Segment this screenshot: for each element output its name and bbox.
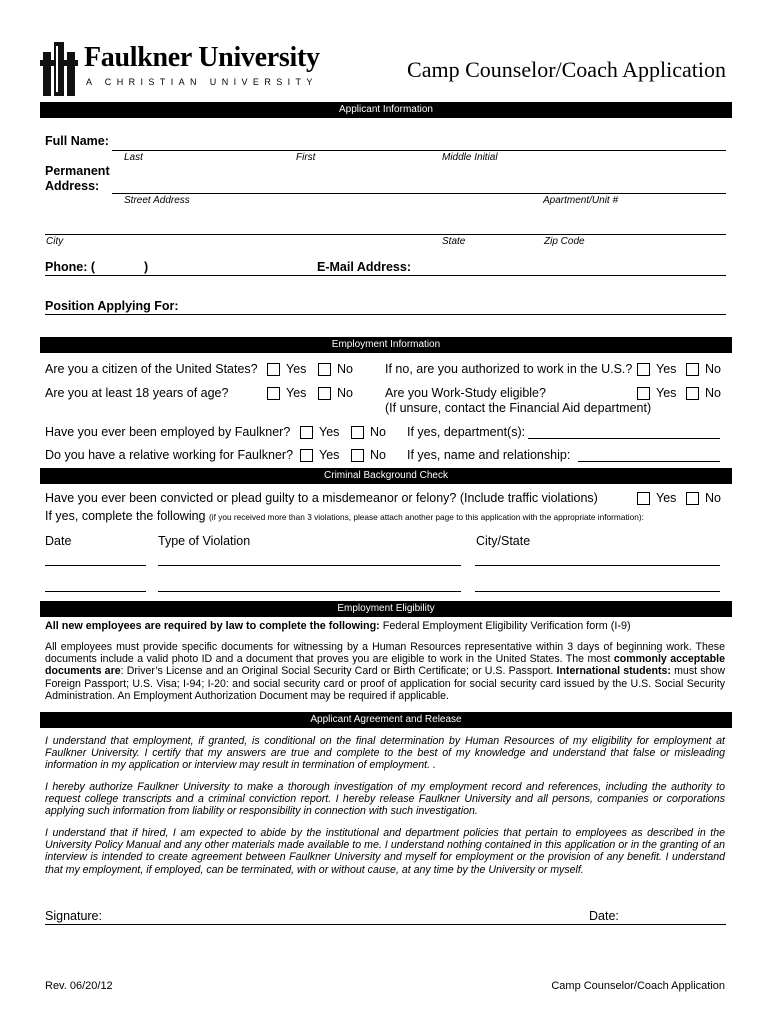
last-name-caption: Last — [124, 152, 143, 163]
middle-initial-caption: Middle Initial — [442, 152, 498, 163]
section-applicant-agreement: Applicant Agreement and Release — [40, 712, 732, 728]
logo-tagline: A CHRISTIAN UNIVERSITY — [86, 77, 318, 87]
eligibility-body-2: : Driver’s License and an Original Social Security Card or Birth Certificate; or U.S. Passport. — [120, 665, 554, 678]
authorized-yes-label: Yes — [656, 362, 677, 376]
relationship-label: If yes, name and relationship: — [407, 448, 571, 462]
authorized-no-label: No — [705, 362, 721, 376]
section-employment-information: Employment Information — [40, 337, 732, 353]
violation-city-field-2[interactable] — [475, 591, 720, 592]
employed-no-label: No — [370, 425, 386, 439]
citizen-yes-checkbox[interactable] — [267, 363, 280, 376]
violation-type-header: Type of Violation — [158, 534, 251, 548]
violation-city-header: City/State — [476, 534, 531, 548]
relationship-field[interactable] — [578, 461, 720, 462]
address-label: Address: — [45, 179, 100, 193]
relative-question: Do you have a relative working for Faulkner? — [45, 448, 294, 462]
eligibility-body-bold-2: International students: — [556, 665, 671, 678]
complete-following-note: (if you received more than 3 violations, please attach another page to this application with the appropriate information): — [208, 512, 644, 522]
workstudy-yes-checkbox[interactable] — [637, 387, 650, 400]
conviction-question: Have you ever been convicted or plead guilty to a misdemeanor or felony? (Include traffic violations) — [45, 491, 598, 505]
eligibility-lead — [45, 620, 631, 632]
position-field[interactable] — [45, 314, 726, 315]
conviction-yes-label: Yes — [656, 491, 677, 505]
phone-label: Phone: ( — [45, 260, 95, 274]
citizen-no-label: No — [337, 362, 353, 376]
eligibility-body — [45, 641, 725, 702]
section-applicant-information: Applicant Information — [40, 102, 732, 118]
eligibility-lead-rest: Federal Employment Eligibility Verification form (I-9) — [382, 620, 631, 632]
eligibility-lead-bold: All new employees are required by law to complete the following: — [45, 620, 380, 632]
signature-label: Signature: — [45, 909, 102, 923]
violation-type-field-1[interactable] — [158, 565, 461, 566]
footer-form-name: Camp Counselor/Coach Application — [551, 980, 725, 992]
page-title: Camp Counselor/Coach Application — [407, 57, 726, 82]
city-caption: City — [46, 236, 64, 247]
state-caption: State — [442, 236, 466, 247]
age-yes-label: Yes — [286, 386, 307, 400]
relative-yes-label: Yes — [319, 448, 340, 462]
department-field[interactable] — [528, 438, 720, 439]
eligibility-body-bold-1: commonly acceptable documents are — [45, 653, 725, 678]
phone-close-paren: ) — [144, 260, 149, 274]
violation-date-field-1[interactable] — [45, 565, 146, 566]
permanent-label: Permanent — [45, 164, 110, 178]
employed-yes-label: Yes — [319, 425, 340, 439]
street-address-field[interactable] — [112, 193, 726, 194]
relative-no-label: No — [370, 448, 386, 462]
workstudy-question: Are you Work-Study eligible? — [385, 386, 546, 400]
section-criminal-background: Criminal Background Check — [40, 468, 732, 484]
employed-question: Have you ever been employed by Faulkner? — [45, 425, 291, 439]
agreement-paragraph-2: I hereby authorize Faulkner University to make a thorough investigation of my employment record and references, including the authority to request college transcripts and a criminal conviction report. I hereby release Faulkner University and all persons, companies or corporations applying such information from liability or responsibility in connection with such investigation. — [45, 781, 725, 818]
violation-type-field-2[interactable] — [158, 591, 461, 592]
authorized-question: If no, are you authorized to work in the U.S.? — [385, 362, 633, 376]
age-yes-checkbox[interactable] — [267, 387, 280, 400]
section-employment-eligibility: Employment Eligibility — [40, 601, 732, 617]
employed-yes-checkbox[interactable] — [300, 426, 313, 439]
conviction-yes-checkbox[interactable] — [637, 492, 650, 505]
citizen-no-checkbox[interactable] — [318, 363, 331, 376]
zip-caption: Zip Code — [544, 236, 585, 247]
eligibility-body-3: must show Foreign Passport; U.S. Visa; I-94; I-20: and social security card or proof of application for social security card issued by the U.S. Social Security Administration. An Employment Authorization Document may be required if applicable. — [45, 665, 725, 702]
agreement-paragraph-1: I understand that employment, if granted, is conditional on the final determination by Human Resources of my eligibility for employment at Faulkner University. I certify that my answers are true and complete to the best of my knowledge and understand that false or misleading information in my application or interview may result in termination of employment. . — [45, 735, 725, 772]
workstudy-yes-label: Yes — [656, 386, 677, 400]
logo-name: Faulkner University — [84, 42, 320, 73]
violation-date-field-2[interactable] — [45, 591, 146, 592]
position-label: Position Applying For: — [45, 299, 179, 313]
conviction-no-checkbox[interactable] — [686, 492, 699, 505]
first-name-caption: First — [296, 152, 316, 163]
revision-date: Rev. 06/20/12 — [45, 980, 113, 992]
department-label: If yes, department(s): — [407, 425, 526, 439]
signature-date-field[interactable] — [45, 924, 726, 925]
employed-no-checkbox[interactable] — [351, 426, 364, 439]
citizen-yes-label: Yes — [286, 362, 307, 376]
age-no-checkbox[interactable] — [318, 387, 331, 400]
full-name-field[interactable] — [112, 150, 726, 151]
relative-no-checkbox[interactable] — [351, 449, 364, 462]
citizen-question: Are you a citizen of the United States? — [45, 362, 258, 376]
conviction-no-label: No — [705, 491, 721, 505]
university-logo-icon — [40, 40, 80, 98]
workstudy-note: (If unsure, contact the Financial Aid department) — [385, 401, 652, 415]
authorized-yes-checkbox[interactable] — [637, 363, 650, 376]
agreement-paragraph-3: I understand that if hired, I am expected to abide by the institutional and department policies that pertain to employees as described in the University Policy Manual and any other materials made available to me. I understand nothing contained in this application or in the granting of an interview is intended to create agreement between Faulkner University and myself for employment or the provision of any benefit. I understand that my employment, if employed, can be terminated, with or without cause, at any time by the University or myself. — [45, 827, 725, 876]
apartment-caption: Apartment/Unit # — [543, 195, 619, 206]
relative-yes-checkbox[interactable] — [300, 449, 313, 462]
full-name-label: Full Name: — [45, 134, 109, 148]
email-label: E-Mail Address: — [317, 260, 412, 274]
street-address-caption: Street Address — [124, 195, 190, 206]
eligibility-body-1: All employees must provide specific documents for witnessing by a Human Resources representative within 3 days of beginning work. These documents include a valid photo ID and a document that proves you are eligible to work in the United States. The most — [45, 641, 725, 666]
workstudy-no-label: No — [705, 386, 721, 400]
complete-following-text: If yes, complete the following — [45, 509, 206, 523]
complete-following — [45, 509, 644, 523]
phone-email-field[interactable] — [45, 275, 726, 276]
workstudy-no-checkbox[interactable] — [686, 387, 699, 400]
age-question: Are you at least 18 years of age? — [45, 386, 229, 400]
violation-city-field-1[interactable] — [475, 565, 720, 566]
authorized-no-checkbox[interactable] — [686, 363, 699, 376]
violation-date-header: Date — [45, 534, 72, 548]
city-state-zip-field[interactable] — [45, 234, 726, 235]
date-label: Date: — [589, 909, 619, 923]
age-no-label: No — [337, 386, 353, 400]
